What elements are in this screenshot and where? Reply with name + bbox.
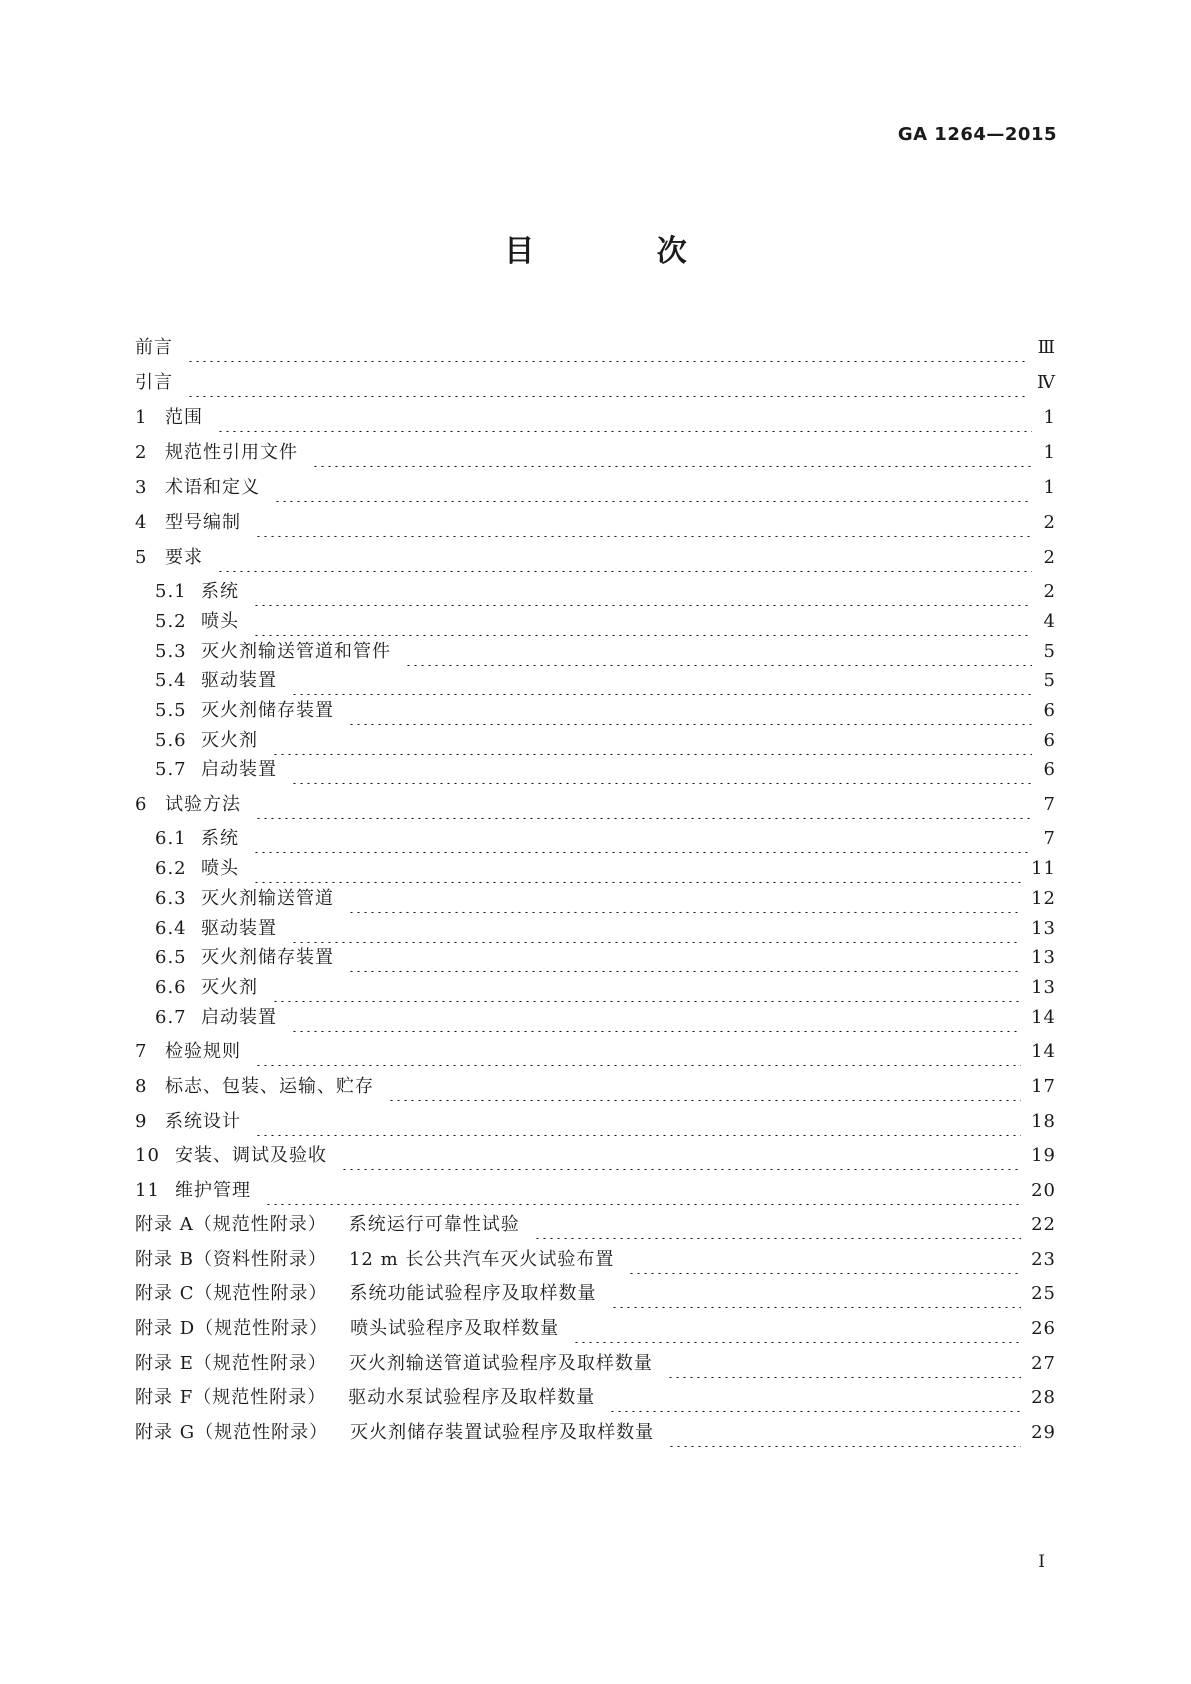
toc-entry-number: 6.3 (155, 888, 187, 909)
page-number: I (1038, 1552, 1045, 1572)
toc-entry[interactable] (135, 474, 1056, 502)
toc-entry[interactable] (155, 855, 1056, 883)
toc-entry-title: 系统功能试验程序及取样数量 (349, 1283, 597, 1304)
toc-entry-number: 10 (135, 1145, 160, 1166)
toc-entry-number: 6.1 (155, 828, 187, 849)
toc-entry-page: 6 (1043, 759, 1056, 780)
toc-entry-title: 检验规则 (165, 1041, 241, 1062)
toc-entry-title: 12 m 长公共汽车灭火试验布置 (348, 1249, 615, 1270)
toc-entry[interactable] (135, 544, 1056, 572)
toc-entry-page: 13 (1031, 947, 1056, 968)
toc-entry-page: 11 (1031, 858, 1056, 879)
toc-leader-dots (253, 608, 1032, 636)
toc-entry-page: 7 (1043, 794, 1056, 815)
toc-entry-title: 标志、包装、运输、贮存 (165, 1076, 374, 1097)
toc-entry-title: 灭火剂输送管道试验程序及取样数量 (348, 1353, 653, 1374)
toc-leader-dots (667, 1350, 1021, 1378)
toc-leader-dots (291, 756, 1032, 784)
toc-leader-dots (217, 404, 1032, 432)
toc-entry[interactable] (135, 509, 1056, 537)
toc-entry-title: 术语和定义 (165, 477, 260, 498)
toc-entry-title: 灭火剂输送管道 (201, 888, 334, 909)
toc-entry-page: 6 (1043, 700, 1056, 721)
toc-entry[interactable] (135, 1177, 1056, 1205)
toc-entry-page: 17 (1031, 1076, 1056, 1097)
toc-entry-number: 附录 A（规范性附录） (135, 1214, 327, 1235)
toc-leader-dots (291, 667, 1032, 695)
toc-entry[interactable] (155, 756, 1056, 784)
toc-entry-page: 25 (1031, 1283, 1056, 1304)
toc-leader-dots (573, 1315, 1021, 1343)
toc-entry[interactable] (155, 974, 1056, 1002)
toc-entry-title: 安装、调试及验收 (175, 1145, 327, 1166)
toc-leader-dots (291, 1004, 1021, 1032)
toc-leader-dots (255, 509, 1032, 537)
toc-leader-dots (255, 1108, 1021, 1136)
toc-entry[interactable] (135, 439, 1056, 467)
toc-entry-title: 启动装置 (201, 759, 277, 780)
toc-entry-title: 灭火剂储存装置 (201, 947, 334, 968)
toc-entry-number: 附录 D（规范性附录） (135, 1318, 329, 1339)
toc-entry-page: 4 (1043, 611, 1056, 632)
toc-entry-title: 喷头 (201, 611, 239, 632)
toc-entry[interactable] (135, 1038, 1056, 1066)
toc-entry[interactable] (135, 334, 1056, 362)
toc-leader-dots (265, 1177, 1021, 1205)
toc-leader-dots (405, 638, 1032, 666)
toc-leader-dots (534, 1211, 1021, 1239)
toc-entry-number: 1 (135, 407, 148, 428)
toc-leader-dots (611, 1280, 1022, 1308)
toc-leader-dots (291, 915, 1021, 943)
toc-entry[interactable] (135, 1315, 1056, 1343)
toc-entry[interactable] (155, 667, 1056, 695)
toc-entry[interactable] (155, 825, 1056, 853)
toc-entry-page: 6 (1043, 730, 1056, 751)
toc-leader-dots (217, 544, 1032, 572)
toc-entry-page: 26 (1031, 1318, 1056, 1339)
toc-entry-number: 6.7 (155, 1007, 187, 1028)
toc-entry-page: 14 (1031, 1041, 1056, 1062)
toc-entry[interactable] (135, 1350, 1056, 1378)
toc-entry[interactable] (135, 1073, 1056, 1101)
toc-leader-dots (272, 727, 1032, 755)
toc-entry-number: 3 (135, 477, 148, 498)
toc-entry-title: 型号编制 (165, 512, 241, 533)
toc-entry-number: 6.6 (155, 977, 187, 998)
toc-entry-number: 附录 C（规范性附录） (135, 1283, 328, 1304)
toc-entry-number: 附录 G（规范性附录） (135, 1422, 329, 1443)
toc-entry-page: 14 (1031, 1007, 1056, 1028)
toc-entry-title: 灭火剂储存装置试验程序及取样数量 (350, 1422, 655, 1443)
toc-leader-dots (668, 1419, 1021, 1447)
toc-entry-title: 灭火剂输送管道和管件 (201, 641, 391, 662)
toc-entry-title: 系统设计 (165, 1111, 241, 1132)
toc-entry-number: 6.2 (155, 858, 187, 879)
toc-entry-number: 5 (135, 547, 148, 568)
toc-entry[interactable] (135, 1280, 1056, 1308)
toc-entry[interactable] (155, 727, 1056, 755)
toc-leader-dots (187, 369, 1027, 397)
toc-entry[interactable] (135, 1384, 1056, 1412)
toc-entry[interactable] (155, 697, 1056, 725)
toc-entry-number: 5.2 (155, 611, 187, 632)
toc-entry[interactable] (135, 1419, 1056, 1447)
toc-entry-number: 8 (135, 1076, 148, 1097)
toc-entry-number: 4 (135, 512, 148, 533)
toc-entry[interactable] (135, 1142, 1056, 1170)
toc-leader-dots (341, 1142, 1021, 1170)
toc-leader-dots (388, 1073, 1021, 1101)
toc-entry-number: 7 (135, 1041, 148, 1062)
toc-entry-title: 前言 (135, 337, 173, 358)
toc-leader-dots (348, 697, 1032, 725)
toc-entry-page: 13 (1031, 977, 1056, 998)
toc-entry-number: 5.3 (155, 641, 187, 662)
toc-entry-title: 维护管理 (175, 1180, 251, 1201)
toc-leader-dots (187, 334, 1028, 362)
toc-entry-number: 附录 F（规范性附录） (135, 1387, 327, 1408)
toc-entry-title: 灭火剂 (201, 977, 258, 998)
toc-entry[interactable] (135, 1108, 1056, 1136)
toc-entry-number: 5.5 (155, 700, 187, 721)
toc-entry-number: 6.5 (155, 947, 187, 968)
toc-entry-page: 23 (1031, 1249, 1056, 1270)
toc-entry-page: 5 (1043, 670, 1056, 691)
toc-leader-dots (274, 474, 1032, 502)
toc-entry[interactable] (155, 608, 1056, 636)
toc-entry[interactable] (155, 944, 1056, 972)
toc-entry-number: 5.1 (155, 581, 187, 602)
toc-entry-number: 6 (135, 794, 148, 815)
toc-entry-number: 5.7 (155, 759, 187, 780)
toc-entry-page: 22 (1031, 1214, 1056, 1235)
toc-entry[interactable] (155, 915, 1056, 943)
toc-entry-page: Ⅳ (1037, 372, 1056, 393)
toc-entry-title: 启动装置 (201, 1007, 277, 1028)
toc-leader-dots (348, 944, 1021, 972)
toc-entry-number: 2 (135, 442, 148, 463)
toc-entry-number: 5.4 (155, 670, 187, 691)
toc-entry-title: 系统 (201, 828, 239, 849)
toc-entry-page: 12 (1031, 888, 1056, 909)
toc-leader-dots (253, 578, 1032, 606)
toc-entry-title: 系统运行可靠性试验 (348, 1214, 520, 1235)
toc-entry[interactable] (135, 791, 1056, 819)
toc-entry[interactable] (135, 1246, 1056, 1274)
toc-leader-dots (312, 439, 1032, 467)
toc-entry-title: 喷头 (201, 858, 239, 879)
toc-entry-page: 18 (1031, 1111, 1056, 1132)
toc-entry-page: 2 (1043, 581, 1056, 602)
toc-entry-title: 喷头试验程序及取样数量 (350, 1318, 560, 1339)
standard-code: GA 1264—2015 (897, 124, 1057, 145)
toc-entry-title: 试验方法 (165, 794, 241, 815)
toc-entry-number: 5.6 (155, 730, 187, 751)
toc-entry-number: 6.4 (155, 918, 187, 939)
toc-entry[interactable] (135, 369, 1056, 397)
toc-entry[interactable] (135, 404, 1056, 432)
toc-leader-dots (255, 1038, 1021, 1066)
toc-entry-page: Ⅲ (1037, 337, 1056, 358)
toc-entry-page: 1 (1043, 442, 1056, 463)
toc-entry-page: 7 (1043, 828, 1056, 849)
toc-leader-dots (348, 885, 1021, 913)
toc-entry-number: 附录 E（规范性附录） (135, 1353, 327, 1374)
toc-entry-title: 驱动装置 (201, 918, 277, 939)
toc-entry-page: 2 (1043, 512, 1056, 533)
toc-leader-dots (272, 974, 1021, 1002)
toc-entry[interactable] (155, 1004, 1056, 1032)
toc-entry-page: 20 (1031, 1180, 1056, 1201)
toc-entry[interactable] (155, 638, 1056, 666)
toc-entry-title: 要求 (165, 547, 203, 568)
toc-entry-number: 附录 B（资料性附录） (135, 1249, 327, 1270)
toc-entry-page: 13 (1031, 918, 1056, 939)
toc-entry-title: 驱动装置 (201, 670, 277, 691)
toc-entry-title: 系统 (201, 581, 239, 602)
toc-entry-page: 19 (1031, 1145, 1056, 1166)
toc-entry-title: 灭火剂储存装置 (201, 700, 334, 721)
toc-entry-title: 范围 (165, 407, 203, 428)
toc-entry-title: 灭火剂 (201, 730, 258, 751)
toc-entry-title: 引言 (135, 372, 173, 393)
toc-entry-number: 11 (135, 1180, 160, 1201)
toc-leader-dots (628, 1246, 1021, 1274)
toc-entry-number: 9 (135, 1111, 148, 1132)
toc-entry[interactable] (155, 885, 1056, 913)
toc-leader-dots (609, 1384, 1021, 1412)
toc-leader-dots (255, 791, 1032, 819)
toc-entry-page: 28 (1031, 1387, 1056, 1408)
toc-entry-title: 规范性引用文件 (165, 442, 298, 463)
toc-entry-title: 驱动水泵试验程序及取样数量 (348, 1387, 596, 1408)
toc-entry[interactable] (135, 1211, 1056, 1239)
toc-leader-dots (253, 855, 1021, 883)
page-title: 目 次 (504, 234, 743, 269)
toc-entry-page: 29 (1031, 1422, 1056, 1443)
toc-entry-page: 1 (1043, 477, 1056, 498)
toc-entry-page: 5 (1043, 641, 1056, 662)
toc-leader-dots (253, 825, 1032, 853)
toc-entry-page: 1 (1043, 407, 1056, 428)
toc-entry-page: 2 (1043, 547, 1056, 568)
toc-entry[interactable] (155, 578, 1056, 606)
toc-entry-page: 27 (1031, 1353, 1056, 1374)
